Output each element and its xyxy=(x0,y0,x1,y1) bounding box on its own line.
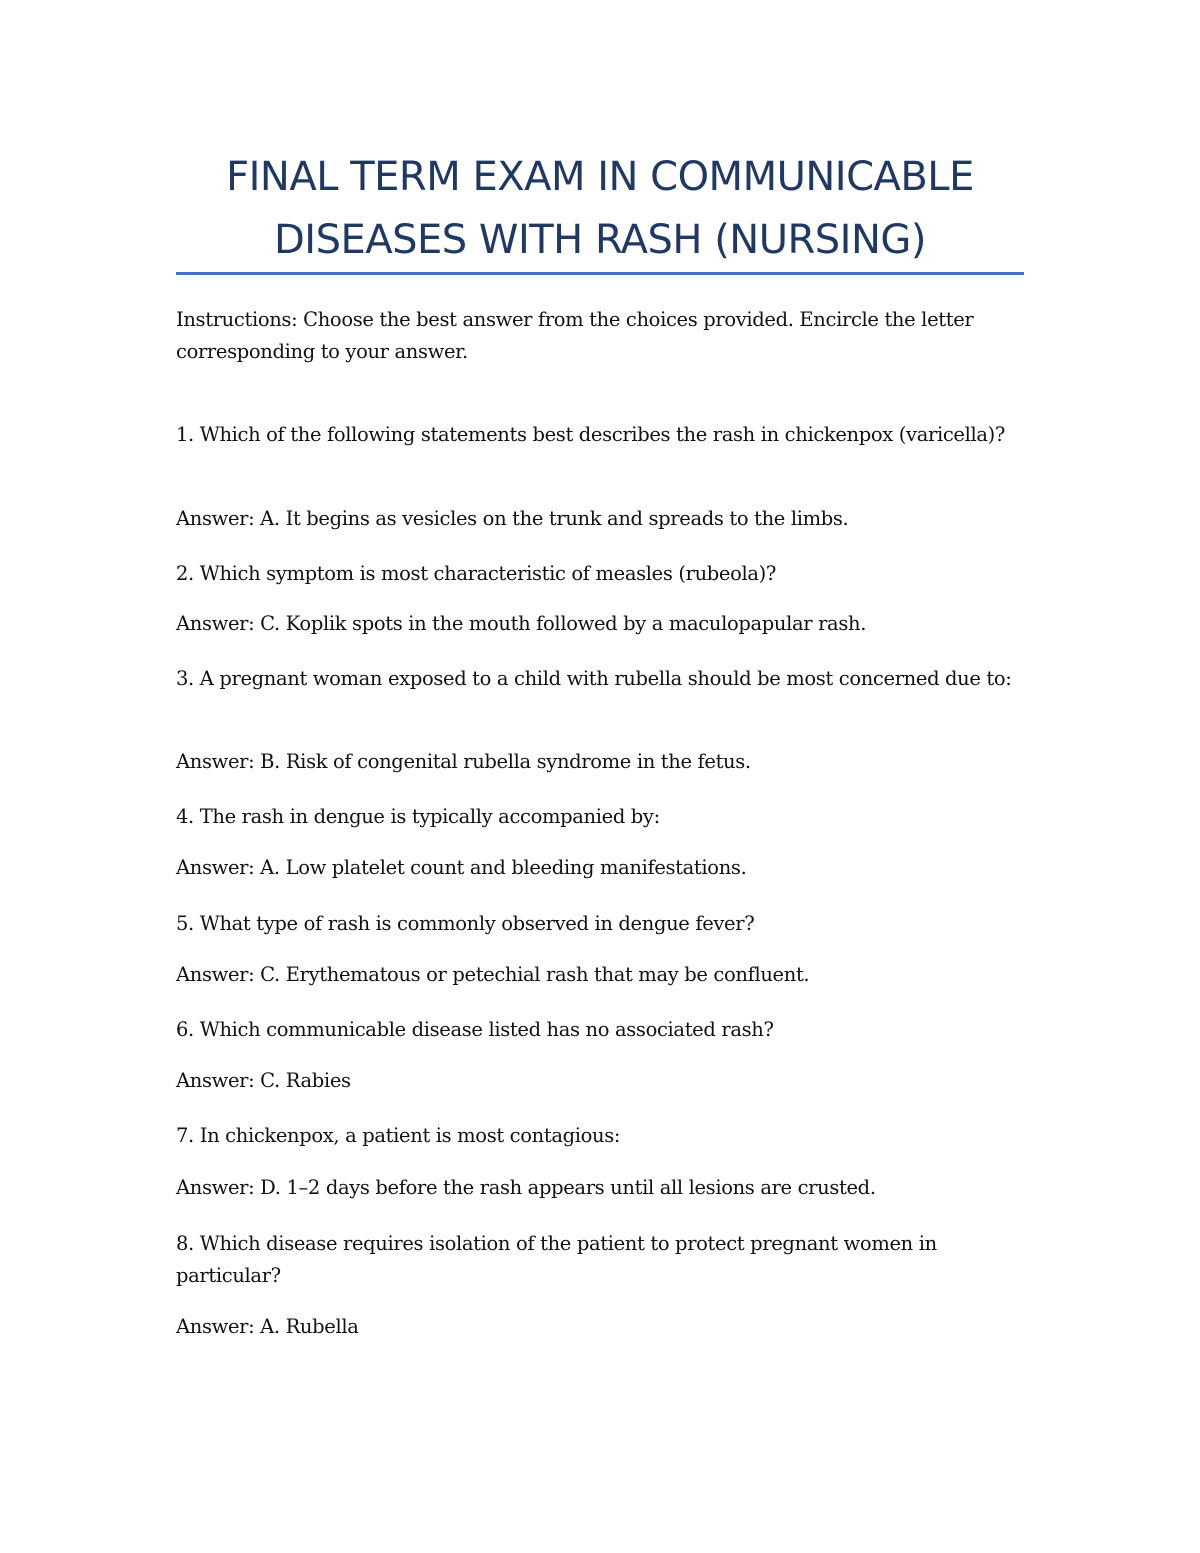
title-line-1: FINAL TERM EXAM IN COMMUNICABLE xyxy=(226,154,974,200)
answer-1: Answer: A. It begins as vesicles on the trunk and spreads to the limbs. xyxy=(176,507,849,530)
answer-2: Answer: C. Koplik spots in the mouth followed by a maculopapular rash. xyxy=(176,612,867,635)
question-2: 2. Which symptom is most characteristic of measles (rubeola)? xyxy=(176,562,777,585)
title-underline xyxy=(176,272,1024,275)
answer-7: Answer: D. 1–2 days before the rash appears until all lesions are crusted. xyxy=(176,1176,876,1199)
question-5: 5. What type of rash is commonly observed in dengue fever? xyxy=(176,912,755,935)
page-title xyxy=(176,146,1024,272)
answer-8: Answer: A. Rubella xyxy=(176,1315,359,1338)
question-7: 7. In chickenpox, a patient is most contagious: xyxy=(176,1124,621,1147)
instructions: Instructions: Choose the best answer from the choices provided. Encircle the letter corresponding to your answer. xyxy=(176,308,974,363)
title-line-2: DISEASES WITH RASH (NURSING) xyxy=(274,217,926,263)
question-1: 1. Which of the following statements best describes the rash in chickenpox (varicella)? xyxy=(176,423,1006,446)
answer-5: Answer: C. Erythematous or petechial rash that may be confluent. xyxy=(176,963,810,986)
answer-4: Answer: A. Low platelet count and bleeding manifestations. xyxy=(176,856,747,879)
question-8: 8. Which disease requires isolation of the patient to protect pregnant women in particular? xyxy=(176,1232,937,1287)
answer-3: Answer: B. Risk of congenital rubella syndrome in the fetus. xyxy=(176,750,751,773)
question-3: 3. A pregnant woman exposed to a child with rubella should be most concerned due to: xyxy=(176,667,1012,690)
question-6: 6. Which communicable disease listed has no associated rash? xyxy=(176,1018,774,1041)
answer-6: Answer: C. Rabies xyxy=(176,1069,351,1092)
question-4: 4. The rash in dengue is typically accompanied by: xyxy=(176,805,660,828)
